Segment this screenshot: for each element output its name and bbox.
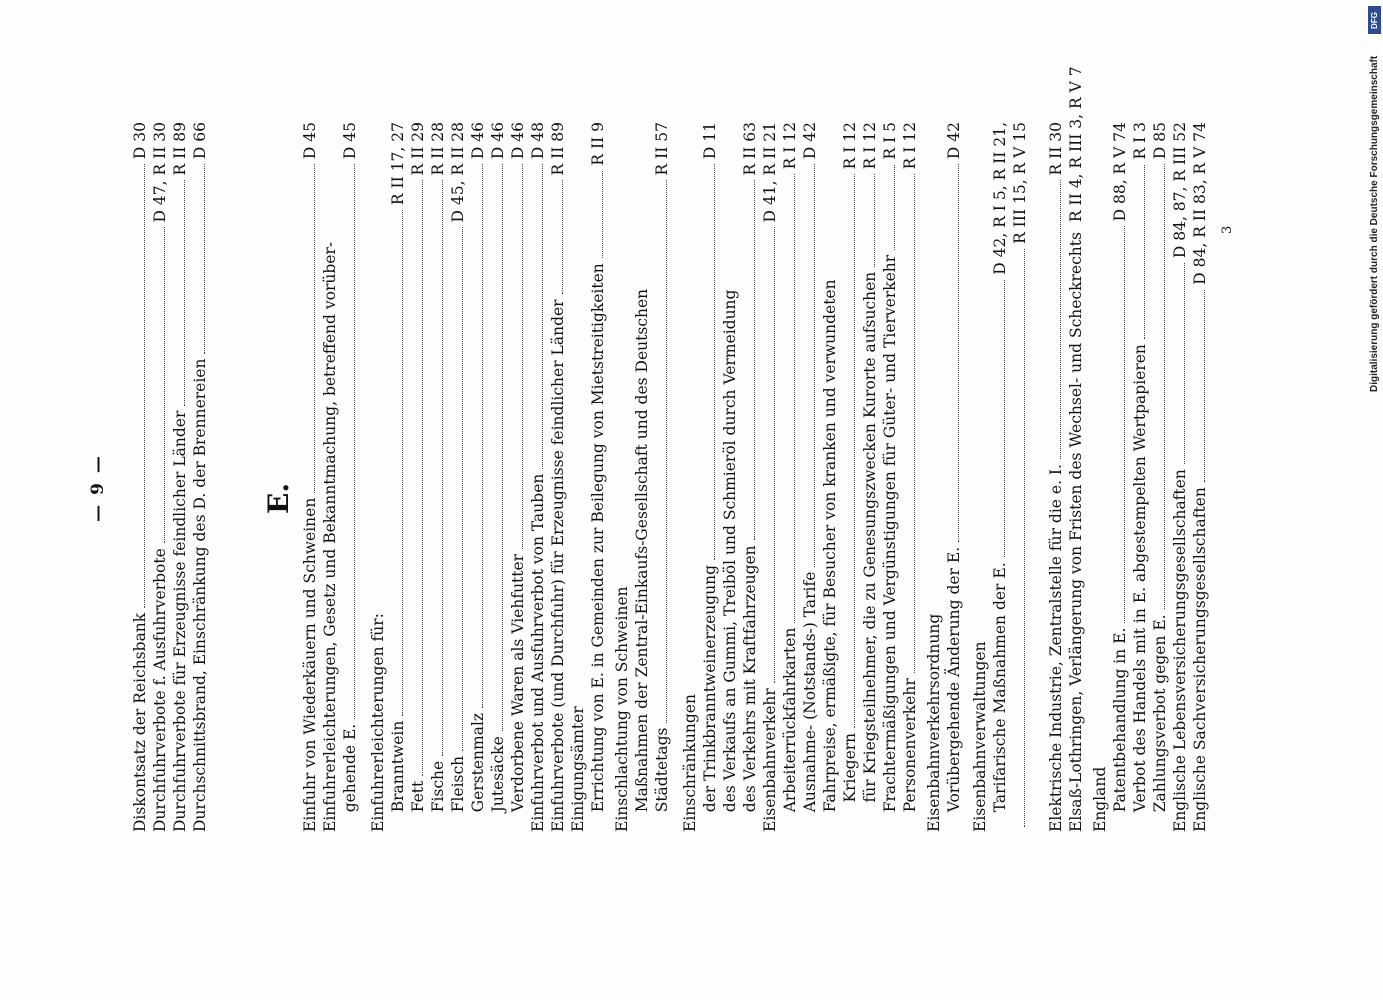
index-entry-reference: D 42	[801, 122, 819, 160]
index-entry-label: Errichtung von E. in Gemeinden zur Beilegung von Mietstreitigkeiten	[589, 263, 607, 832]
index-entry-reference: R II 30	[1047, 122, 1065, 176]
index-entry	[340, 122, 360, 832]
index-entry-reference: R II 89	[549, 122, 567, 176]
dot-leader	[402, 210, 403, 716]
index-entry	[780, 122, 800, 832]
dot-leader	[1144, 165, 1145, 340]
dot-leader	[442, 181, 443, 756]
index-entry	[1010, 122, 1030, 832]
index-entry	[1150, 122, 1170, 832]
index-entry-label: Durchfuhrverbote f. Ausfuhrverbote	[151, 548, 169, 832]
index-entry-label: gehende E.	[341, 723, 359, 832]
index-entry	[652, 122, 672, 832]
index-entry	[488, 122, 508, 832]
index-entry	[130, 122, 150, 832]
index-entry-label: Zahlungsverbot gegen E.	[1151, 614, 1169, 832]
index-entry	[632, 122, 652, 832]
index-entry-reference: D 45	[301, 122, 319, 160]
index-entry-label: Einschränkungen	[681, 694, 699, 832]
index-entry	[588, 122, 608, 832]
index-entry-label: des Verkehrs mit Kraftfahrzeugen	[741, 545, 759, 832]
index-entry	[740, 122, 760, 832]
dot-leader	[562, 181, 563, 295]
index-entry-label: Einfuhr von Wiederkäuern und Schweinen	[301, 497, 319, 832]
index-entry-label: für Kriegsteilnehmer, die zu Genesungszwecken Kurorte aufsuchen	[861, 271, 879, 832]
index-entry-label: Fett	[409, 780, 427, 832]
dot-leader	[1060, 181, 1061, 460]
index-entry-reference: D 84, R II 83, R V 74	[1191, 122, 1209, 285]
index-entry-reference: D 45	[341, 122, 359, 160]
index-entry-reference: D 46	[489, 122, 507, 160]
index-entry-label: Gerstenmalz	[469, 712, 487, 832]
index-entry-label: Fahrpreise, ermäßigte, für Besucher von kranken und verwundeten	[821, 279, 839, 832]
index-entry	[388, 122, 408, 832]
dot-leader	[914, 174, 915, 673]
index-entry-reference: D 41, R II 21	[761, 122, 779, 223]
index-entry-label: Einfuhrerleichterungen, Gesetz und Bekanntmachung, betreffend vorüber-	[321, 241, 339, 832]
dot-leader	[422, 181, 423, 776]
dot-leader	[774, 227, 775, 683]
dot-leader	[754, 181, 755, 541]
dot-leader	[854, 174, 855, 727]
dfg-logo: DFG	[1368, 6, 1381, 34]
dot-leader	[1004, 280, 1005, 558]
index-entry	[408, 122, 428, 832]
index-entry-label: Diskontsatz der Reichsbank	[131, 612, 149, 832]
dot-leader	[462, 227, 463, 750]
dot-leader	[602, 171, 603, 259]
index-entry-reference: R II 57	[653, 122, 671, 176]
index-entry-label: Verdorbene Waren als Viehfutter	[509, 553, 527, 832]
index-entry-reference: D 42, R I 5, R II 21,	[991, 122, 1009, 275]
index-entry	[880, 122, 900, 832]
index-entry-label: Jutesäcke	[489, 736, 507, 832]
index-entry	[1170, 122, 1190, 832]
index-entry	[1190, 122, 1210, 832]
dot-leader	[1024, 249, 1025, 827]
dot-leader	[714, 164, 715, 560]
dot-leader	[314, 164, 315, 493]
index-entry	[300, 122, 320, 832]
index-entry	[612, 122, 632, 832]
index-entry	[320, 122, 340, 832]
index-entry-label: Städtetags	[653, 727, 671, 832]
index-entry-label: England	[1091, 766, 1109, 832]
index-entry-label: Elektrische Industrie, Zentralstelle für die e. I.	[1047, 464, 1065, 832]
index-entry-label: Eisenbahnverwaltungen	[971, 641, 989, 832]
index-entry	[528, 122, 548, 832]
index-entry	[990, 122, 1010, 832]
index-entry-reference: D 66	[191, 122, 209, 160]
index-entry	[900, 122, 920, 832]
index-entry-label: Personenverkehr	[901, 678, 919, 832]
index-entry-reference: R II 63	[741, 122, 759, 176]
index-entry	[468, 122, 488, 832]
index-entry-label: Patentbehandlung in E.	[1111, 627, 1129, 832]
index-entry	[840, 122, 860, 832]
index-entry-label: der Trinkbranntweinerzeugung	[701, 564, 719, 832]
index-entry-label: Ausnahme- (Notstands-) Tarife	[801, 571, 819, 832]
index-entry	[720, 122, 740, 832]
index-entry	[548, 122, 568, 832]
index-entry	[170, 122, 190, 832]
index-entry	[368, 122, 388, 832]
index-entry-reference: R I 12	[861, 122, 879, 170]
index-entry-label: Englische Sachversicherungsgesellschaften	[1191, 487, 1209, 832]
index-entry-label: Einigungsämter	[569, 706, 587, 832]
dot-leader	[814, 164, 815, 567]
index-entry-reference: D 48	[529, 122, 547, 160]
index-entry-reference: R III 15, R V 15	[1011, 122, 1029, 244]
dot-leader	[958, 164, 959, 542]
index-entry-label: Fische	[429, 760, 447, 832]
index-entry-label: Eisenbahnverkehr	[761, 688, 779, 832]
index-entry	[924, 122, 944, 832]
index-entry-reference: R II 28	[429, 122, 447, 176]
index-entry-label: Englische Lebensversicherungsgesellschaften	[1171, 469, 1189, 832]
index-entry-label: Einfuhrverbote (und Durchfuhr) für Erzeugnisse feindlicher Länder	[549, 299, 567, 832]
index-entry	[1066, 66, 1086, 832]
dot-leader	[1124, 226, 1125, 622]
index-entry-label: des Verkaufs an Gummi, Treiböl und Schmieröl durch Vermeidung	[721, 289, 739, 832]
index-entry-reference: R I 12	[781, 122, 799, 170]
index-entry	[680, 122, 700, 832]
index-entry-label: Frachtermäßigungen und Vergünstigungen für Güter- und Tierverkehr	[881, 254, 899, 832]
index-entry	[1110, 122, 1130, 832]
dot-leader	[184, 181, 185, 406]
index-entry	[820, 122, 840, 832]
index-entry-label: Einfuhrverbot und Ausfuhrverbot von Tauben	[529, 473, 547, 832]
index-entry-label: Fleisch	[449, 755, 467, 832]
dot-leader	[542, 164, 543, 469]
index-entry	[150, 122, 170, 832]
dot-leader	[894, 165, 895, 250]
dot-leader	[666, 181, 667, 723]
index-entry-label: Branntwein	[389, 720, 407, 832]
index-entry-reference: R II 4, R III 3, R V 7	[1067, 66, 1085, 223]
dot-leader	[354, 164, 355, 719]
dot-leader	[874, 174, 875, 266]
index-entry	[800, 122, 820, 832]
index-entry-label: Durchfuhrverbote für Erzeugnisse feindlicher Länder	[171, 410, 189, 832]
index-entry-label: Einschlachtung von Schweinen	[613, 586, 631, 832]
dot-leader	[482, 164, 483, 708]
index-entry-reference: D 47, R II 30	[151, 122, 169, 223]
index-entry-reference: D 11	[701, 122, 719, 160]
dot-leader	[1204, 290, 1205, 482]
index-entry	[428, 122, 448, 832]
index-entry	[1130, 122, 1150, 832]
index-entry-reference: R I 12	[841, 122, 859, 170]
index-entry-reference: D 85	[1151, 122, 1169, 160]
dot-leader	[164, 227, 165, 543]
dfg-credit-note: Digitalisierung gefördert durch die Deutsche Forschungsgemeinschaft	[1369, 55, 1380, 392]
index-entry-label: Einfuhrerleichterungen für:	[369, 613, 387, 832]
index-entry-reference: R II 17, 27	[389, 122, 407, 206]
index-entry-label: Maßnahmen der Zentral-Einkaufs-Gesellschaft und des Deutschen	[633, 288, 651, 832]
section-heading: E.	[262, 482, 295, 514]
index-entry-reference: R I 12	[901, 122, 919, 170]
index-entry-reference: R II 29	[409, 122, 427, 176]
index-entry-label: Tarifarische Maßnahmen der E.	[991, 562, 1009, 832]
index-entry-reference: R I 5	[881, 122, 899, 160]
index-entry-label: Arbeiterrückfahrkarten	[781, 627, 799, 832]
dot-leader	[502, 164, 503, 731]
dot-leader	[144, 164, 145, 608]
index-entry-reference: D 46	[509, 122, 527, 160]
index-entry-label: Durchschnittsbrand, Einschränkung des D. der Brennereien	[191, 358, 209, 832]
index-entry-reference: D 88, R V 74	[1111, 122, 1129, 222]
index-entry-reference: D 45, R II 28	[449, 122, 467, 223]
footer-number: 3	[1220, 225, 1235, 234]
index-entry	[944, 122, 964, 832]
index-entry	[700, 122, 720, 832]
index-entry-reference: R II 89	[171, 122, 189, 176]
index-entry-reference: D 30	[131, 122, 149, 160]
index-entry	[760, 122, 780, 832]
index-entry-reference: D 42	[945, 122, 963, 160]
index-entry	[1090, 122, 1110, 832]
index-entry-label: Verbot des Handels mit in E. abgestempelten Wertpapieren	[1131, 344, 1149, 832]
index-entry-label: Kriegern	[841, 732, 859, 832]
index-entry-reference: D 46	[469, 122, 487, 160]
index-entry-label: Elsaß-Lothringen, Verlängerung von Fristen des Wechsel- und Scheckrechts	[1067, 232, 1085, 832]
dot-leader	[1164, 164, 1165, 609]
index-entry	[190, 122, 210, 832]
index-entry-reference: D 84, 87, R III 52	[1171, 122, 1189, 259]
page-number: — 9 —	[88, 454, 108, 522]
dot-leader	[794, 174, 795, 622]
index-entry	[448, 122, 468, 832]
index-entry	[970, 122, 990, 832]
dot-leader	[522, 164, 523, 549]
index-entry-label: Eisenbahnverkehrsordnung	[925, 613, 943, 832]
index-entry	[1046, 122, 1066, 832]
index-entry	[860, 122, 880, 832]
index-entry	[568, 122, 588, 832]
index-entry	[508, 122, 528, 832]
index-entry-reference: R II 9	[589, 122, 607, 166]
dot-leader	[204, 164, 205, 353]
index-entry-reference: R I 3	[1131, 122, 1149, 160]
index-entry-label: Vorübergehende Änderung der E.	[945, 546, 963, 832]
dot-leader	[1184, 263, 1185, 464]
